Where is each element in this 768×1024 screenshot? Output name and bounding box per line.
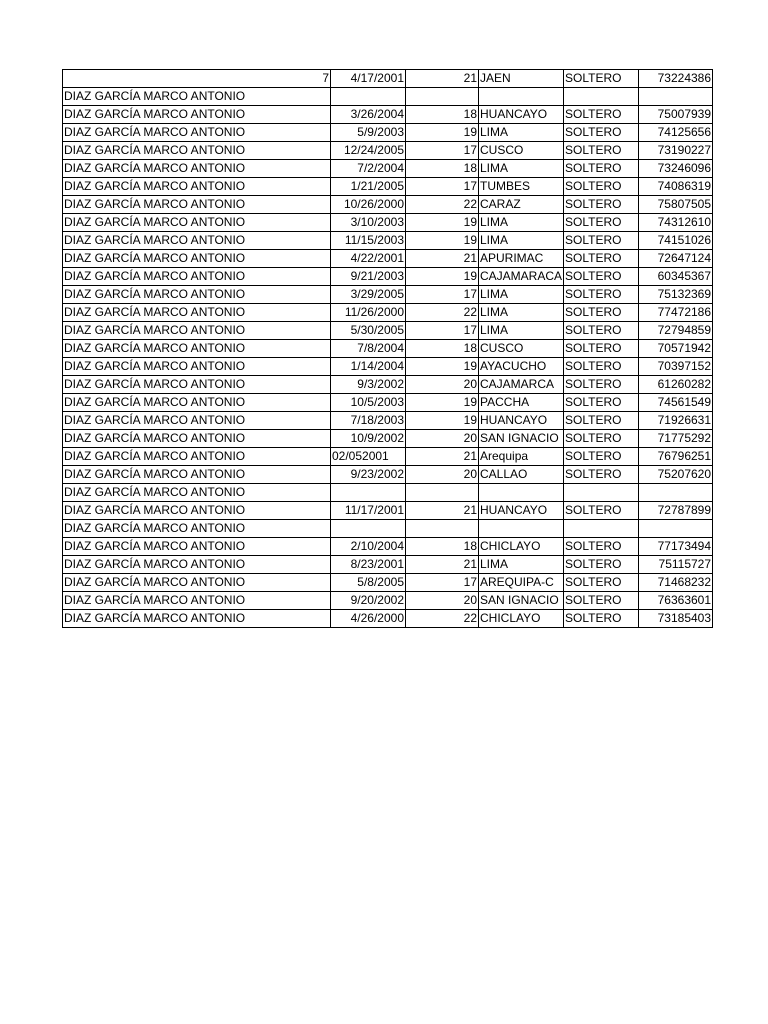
birthdate-cell[interactable]: 1/21/2005 <box>331 178 406 196</box>
age-cell[interactable]: 21 <box>406 502 479 520</box>
table-row <box>63 70 713 88</box>
table-row <box>63 538 713 556</box>
birthdate-cell[interactable] <box>331 520 406 538</box>
status-cell[interactable]: SOLTERO <box>564 502 639 520</box>
age-cell[interactable]: 21 <box>406 448 479 466</box>
place-cell[interactable]: LIMA <box>479 214 564 232</box>
table-row <box>63 556 713 574</box>
dni-cell[interactable]: 74151026 <box>639 232 713 250</box>
place-cell[interactable]: JAEN <box>479 70 564 88</box>
status-cell[interactable]: SOLTERO <box>564 358 639 376</box>
table-row <box>63 592 713 610</box>
name-cell[interactable]: DIAZ GARCÍA MARCO ANTONIO <box>63 412 331 430</box>
table-row <box>63 520 713 538</box>
birthdate-cell[interactable]: 11/17/2001 <box>331 502 406 520</box>
dni-cell[interactable] <box>639 484 713 502</box>
birthdate-cell[interactable]: 8/23/2001 <box>331 556 406 574</box>
dni-cell[interactable]: 75007939 <box>639 106 713 124</box>
age-cell[interactable]: 21 <box>406 70 479 88</box>
status-cell[interactable]: SOLTERO <box>564 466 639 484</box>
place-cell[interactable]: LIMA <box>479 124 564 142</box>
table-row <box>63 466 713 484</box>
status-cell[interactable]: SOLTERO <box>564 394 639 412</box>
dni-cell[interactable]: 75807505 <box>639 196 713 214</box>
age-cell[interactable]: 22 <box>406 304 479 322</box>
birthdate-cell[interactable]: 7/8/2004 <box>331 340 406 358</box>
dni-cell[interactable] <box>639 88 713 106</box>
age-cell[interactable]: 18 <box>406 106 479 124</box>
age-cell[interactable]: 19 <box>406 268 479 286</box>
table-row <box>63 304 713 322</box>
dni-cell[interactable]: 74561549 <box>639 394 713 412</box>
place-cell[interactable]: PACCHA <box>479 394 564 412</box>
name-cell[interactable]: DIAZ GARCÍA MARCO ANTONIO <box>63 322 331 340</box>
place-cell[interactable]: TUMBES <box>479 178 564 196</box>
status-cell[interactable]: SOLTERO <box>564 214 639 232</box>
age-cell[interactable]: 18 <box>406 160 479 178</box>
age-cell[interactable] <box>406 484 479 502</box>
name-cell[interactable]: DIAZ GARCÍA MARCO ANTONIO <box>63 268 331 286</box>
birthdate-cell[interactable]: 7/18/2003 <box>331 412 406 430</box>
status-cell[interactable]: SOLTERO <box>564 574 639 592</box>
status-cell[interactable]: SOLTERO <box>564 106 639 124</box>
birthdate-cell[interactable]: 5/8/2005 <box>331 574 406 592</box>
age-cell[interactable] <box>406 520 479 538</box>
place-cell[interactable]: CARAZ <box>479 196 564 214</box>
place-cell[interactable]: AYACUCHO <box>479 358 564 376</box>
table-row <box>63 376 713 394</box>
birthdate-cell[interactable]: 1/14/2004 <box>331 358 406 376</box>
birthdate-cell[interactable]: 12/24/2005 <box>331 142 406 160</box>
birthdate-cell[interactable]: 9/3/2002 <box>331 376 406 394</box>
table-row <box>63 124 713 142</box>
dni-cell[interactable]: 60345367 <box>639 268 713 286</box>
name-cell[interactable]: DIAZ GARCÍA MARCO ANTONIO <box>63 340 331 358</box>
place-cell[interactable]: LIMA <box>479 286 564 304</box>
place-cell[interactable]: LIMA <box>479 304 564 322</box>
dni-cell[interactable]: 71468232 <box>639 574 713 592</box>
place-cell[interactable]: LIMA <box>479 232 564 250</box>
table-row <box>63 214 713 232</box>
name-cell[interactable]: DIAZ GARCÍA MARCO ANTONIO <box>63 124 331 142</box>
age-cell[interactable]: 20 <box>406 376 479 394</box>
age-cell[interactable]: 19 <box>406 394 479 412</box>
table-row <box>63 232 713 250</box>
table-row <box>63 160 713 178</box>
status-cell[interactable]: SOLTERO <box>564 232 639 250</box>
age-cell[interactable]: 19 <box>406 358 479 376</box>
dni-cell[interactable]: 72787899 <box>639 502 713 520</box>
status-cell[interactable]: SOLTERO <box>564 322 639 340</box>
birthdate-cell[interactable]: 10/5/2003 <box>331 394 406 412</box>
status-cell[interactable]: SOLTERO <box>564 250 639 268</box>
place-cell[interactable]: HUANCAYO <box>479 412 564 430</box>
birthdate-cell[interactable] <box>331 484 406 502</box>
age-cell[interactable] <box>406 88 479 106</box>
table-row <box>63 412 713 430</box>
table-row <box>63 322 713 340</box>
age-cell[interactable]: 19 <box>406 124 479 142</box>
status-cell[interactable] <box>564 484 639 502</box>
age-cell[interactable]: 19 <box>406 232 479 250</box>
name-cell[interactable]: 7 <box>63 70 331 88</box>
table-row <box>63 574 713 592</box>
dni-cell[interactable]: 71775292 <box>639 430 713 448</box>
status-cell[interactable]: SOLTERO <box>564 160 639 178</box>
place-cell[interactable]: CUSCO <box>479 340 564 358</box>
name-cell[interactable]: DIAZ GARCÍA MARCO ANTONIO <box>63 250 331 268</box>
status-cell[interactable]: SOLTERO <box>564 286 639 304</box>
name-cell[interactable]: DIAZ GARCÍA MARCO ANTONIO <box>63 610 331 628</box>
name-cell[interactable]: DIAZ GARCÍA MARCO ANTONIO <box>63 592 331 610</box>
dni-cell[interactable]: 72794859 <box>639 322 713 340</box>
name-cell[interactable]: DIAZ GARCÍA MARCO ANTONIO <box>63 88 331 106</box>
table-body <box>63 70 713 628</box>
place-cell[interactable]: LIMA <box>479 556 564 574</box>
dni-cell[interactable]: 73224386 <box>639 70 713 88</box>
birthdate-cell[interactable]: 9/23/2002 <box>331 466 406 484</box>
age-cell[interactable]: 17 <box>406 142 479 160</box>
age-cell[interactable]: 17 <box>406 574 479 592</box>
birthdate-cell[interactable]: 02/052001 <box>331 448 406 466</box>
dni-cell[interactable]: 70571942 <box>639 340 713 358</box>
place-cell[interactable]: LIMA <box>479 160 564 178</box>
name-cell[interactable]: DIAZ GARCÍA MARCO ANTONIO <box>63 106 331 124</box>
spreadsheet-table <box>62 69 713 628</box>
status-cell[interactable] <box>564 520 639 538</box>
status-cell[interactable]: SOLTERO <box>564 304 639 322</box>
dni-cell[interactable]: 74312610 <box>639 214 713 232</box>
birthdate-cell[interactable]: 4/26/2000 <box>331 610 406 628</box>
place-cell[interactable]: SAN IGNACIO <box>479 430 564 448</box>
place-cell[interactable]: LIMA <box>479 322 564 340</box>
name-cell[interactable]: DIAZ GARCÍA MARCO ANTONIO <box>63 376 331 394</box>
status-cell[interactable]: SOLTERO <box>564 196 639 214</box>
age-cell[interactable]: 22 <box>406 196 479 214</box>
name-cell[interactable]: DIAZ GARCÍA MARCO ANTONIO <box>63 232 331 250</box>
dni-cell[interactable]: 73185403 <box>639 610 713 628</box>
age-cell[interactable]: 20 <box>406 592 479 610</box>
status-cell[interactable]: SOLTERO <box>564 430 639 448</box>
name-cell[interactable]: DIAZ GARCÍA MARCO ANTONIO <box>63 286 331 304</box>
place-cell[interactable]: Arequipa <box>479 448 564 466</box>
dni-cell[interactable]: 76796251 <box>639 448 713 466</box>
dni-cell[interactable]: 75115727 <box>639 556 713 574</box>
name-cell[interactable]: DIAZ GARCÍA MARCO ANTONIO <box>63 214 331 232</box>
dni-cell[interactable]: 61260282 <box>639 376 713 394</box>
place-cell[interactable] <box>479 88 564 106</box>
place-cell[interactable]: CUSCO <box>479 142 564 160</box>
status-cell[interactable] <box>564 88 639 106</box>
table-row <box>63 394 713 412</box>
name-cell[interactable]: DIAZ GARCÍA MARCO ANTONIO <box>63 538 331 556</box>
dni-cell[interactable]: 74086319 <box>639 178 713 196</box>
table-row <box>63 340 713 358</box>
table-row <box>63 358 713 376</box>
age-cell[interactable]: 17 <box>406 286 479 304</box>
place-cell[interactable] <box>479 520 564 538</box>
dni-cell[interactable]: 72647124 <box>639 250 713 268</box>
status-cell[interactable]: SOLTERO <box>564 142 639 160</box>
dni-cell[interactable]: 71926631 <box>639 412 713 430</box>
table-row <box>63 484 713 502</box>
birthdate-cell[interactable]: 10/26/2000 <box>331 196 406 214</box>
status-cell[interactable]: SOLTERO <box>564 448 639 466</box>
status-cell[interactable]: SOLTERO <box>564 592 639 610</box>
name-cell[interactable]: DIAZ GARCÍA MARCO ANTONIO <box>63 196 331 214</box>
birthdate-cell[interactable]: 4/17/2001 <box>331 70 406 88</box>
place-cell[interactable] <box>479 484 564 502</box>
name-cell[interactable]: DIAZ GARCÍA MARCO ANTONIO <box>63 142 331 160</box>
table-row <box>63 502 713 520</box>
birthdate-cell[interactable]: 5/30/2005 <box>331 322 406 340</box>
name-cell[interactable]: DIAZ GARCÍA MARCO ANTONIO <box>63 520 331 538</box>
table-row <box>63 178 713 196</box>
place-cell[interactable]: CHICLAYO <box>479 538 564 556</box>
birthdate-cell[interactable]: 5/9/2003 <box>331 124 406 142</box>
dni-cell[interactable]: 77173494 <box>639 538 713 556</box>
name-cell[interactable]: DIAZ GARCÍA MARCO ANTONIO <box>63 358 331 376</box>
name-cell[interactable]: DIAZ GARCÍA MARCO ANTONIO <box>63 502 331 520</box>
status-cell[interactable]: SOLTERO <box>564 178 639 196</box>
status-cell[interactable]: SOLTERO <box>564 556 639 574</box>
name-cell[interactable]: DIAZ GARCÍA MARCO ANTONIO <box>63 394 331 412</box>
table-row <box>63 88 713 106</box>
place-cell[interactable]: HUANCAYO <box>479 106 564 124</box>
birthdate-cell[interactable]: 10/9/2002 <box>331 430 406 448</box>
place-cell[interactable]: HUANCAYO <box>479 502 564 520</box>
status-cell[interactable]: SOLTERO <box>564 340 639 358</box>
age-cell[interactable]: 19 <box>406 214 479 232</box>
name-cell[interactable]: DIAZ GARCÍA MARCO ANTONIO <box>63 430 331 448</box>
age-cell[interactable]: 18 <box>406 538 479 556</box>
place-cell[interactable]: CAJAMARCA <box>479 376 564 394</box>
name-cell[interactable]: DIAZ GARCÍA MARCO ANTONIO <box>63 574 331 592</box>
birthdate-cell[interactable] <box>331 88 406 106</box>
table-row <box>63 286 713 304</box>
age-cell[interactable]: 20 <box>406 430 479 448</box>
table-row <box>63 106 713 124</box>
birthdate-cell[interactable]: 9/20/2002 <box>331 592 406 610</box>
birthdate-cell[interactable]: 7/2/2004 <box>331 160 406 178</box>
birthdate-cell[interactable]: 11/26/2000 <box>331 304 406 322</box>
table-row <box>63 142 713 160</box>
dni-cell[interactable]: 70397152 <box>639 358 713 376</box>
birthdate-cell[interactable]: 2/10/2004 <box>331 538 406 556</box>
age-cell[interactable]: 21 <box>406 250 479 268</box>
status-cell[interactable]: SOLTERO <box>564 538 639 556</box>
age-cell[interactable]: 17 <box>406 178 479 196</box>
birthdate-cell[interactable]: 3/29/2005 <box>331 286 406 304</box>
name-cell[interactable]: DIAZ GARCÍA MARCO ANTONIO <box>63 448 331 466</box>
status-cell[interactable]: SOLTERO <box>564 412 639 430</box>
dni-cell[interactable]: 73246096 <box>639 160 713 178</box>
status-cell[interactable]: SOLTERO <box>564 610 639 628</box>
table-row <box>63 250 713 268</box>
table-row <box>63 430 713 448</box>
dni-cell[interactable]: 74125656 <box>639 124 713 142</box>
name-cell[interactable]: DIAZ GARCÍA MARCO ANTONIO <box>63 484 331 502</box>
birthdate-cell[interactable]: 11/15/2003 <box>331 232 406 250</box>
dni-cell[interactable]: 77472186 <box>639 304 713 322</box>
name-cell[interactable]: DIAZ GARCÍA MARCO ANTONIO <box>63 556 331 574</box>
birthdate-cell[interactable]: 9/21/2003 <box>331 268 406 286</box>
table-row <box>63 196 713 214</box>
table-row <box>63 268 713 286</box>
place-cell[interactable]: AREQUIPA-C <box>479 574 564 592</box>
birthdate-cell[interactable]: 4/22/2001 <box>331 250 406 268</box>
name-cell[interactable]: DIAZ GARCÍA MARCO ANTONIO <box>63 466 331 484</box>
table-row <box>63 610 713 628</box>
status-cell[interactable]: SOLTERO <box>564 70 639 88</box>
status-cell[interactable]: SOLTERO <box>564 124 639 142</box>
age-cell[interactable]: 17 <box>406 322 479 340</box>
status-cell[interactable]: SOLTERO <box>564 376 639 394</box>
age-cell[interactable]: 21 <box>406 556 479 574</box>
age-cell[interactable]: 22 <box>406 610 479 628</box>
place-cell[interactable]: SAN IGNACIO <box>479 592 564 610</box>
birthdate-cell[interactable]: 3/26/2004 <box>331 106 406 124</box>
age-cell[interactable]: 20 <box>406 466 479 484</box>
place-cell[interactable]: CALLAO <box>479 466 564 484</box>
birthdate-cell[interactable]: 3/10/2003 <box>331 214 406 232</box>
dni-cell[interactable]: 75132369 <box>639 286 713 304</box>
dni-cell[interactable]: 75207620 <box>639 466 713 484</box>
place-cell[interactable]: APURIMAC <box>479 250 564 268</box>
place-cell[interactable]: CHICLAYO <box>479 610 564 628</box>
name-cell[interactable]: DIAZ GARCÍA MARCO ANTONIO <box>63 160 331 178</box>
table-row <box>63 448 713 466</box>
dni-cell[interactable]: 73190227 <box>639 142 713 160</box>
status-cell[interactable]: SOLTERO <box>564 268 639 286</box>
name-cell[interactable]: DIAZ GARCÍA MARCO ANTONIO <box>63 304 331 322</box>
name-cell[interactable]: DIAZ GARCÍA MARCO ANTONIO <box>63 178 331 196</box>
place-cell[interactable]: CAJAMARACA <box>479 268 564 286</box>
age-cell[interactable]: 18 <box>406 340 479 358</box>
dni-cell[interactable] <box>639 520 713 538</box>
age-cell[interactable]: 19 <box>406 412 479 430</box>
dni-cell[interactable]: 76363601 <box>639 592 713 610</box>
